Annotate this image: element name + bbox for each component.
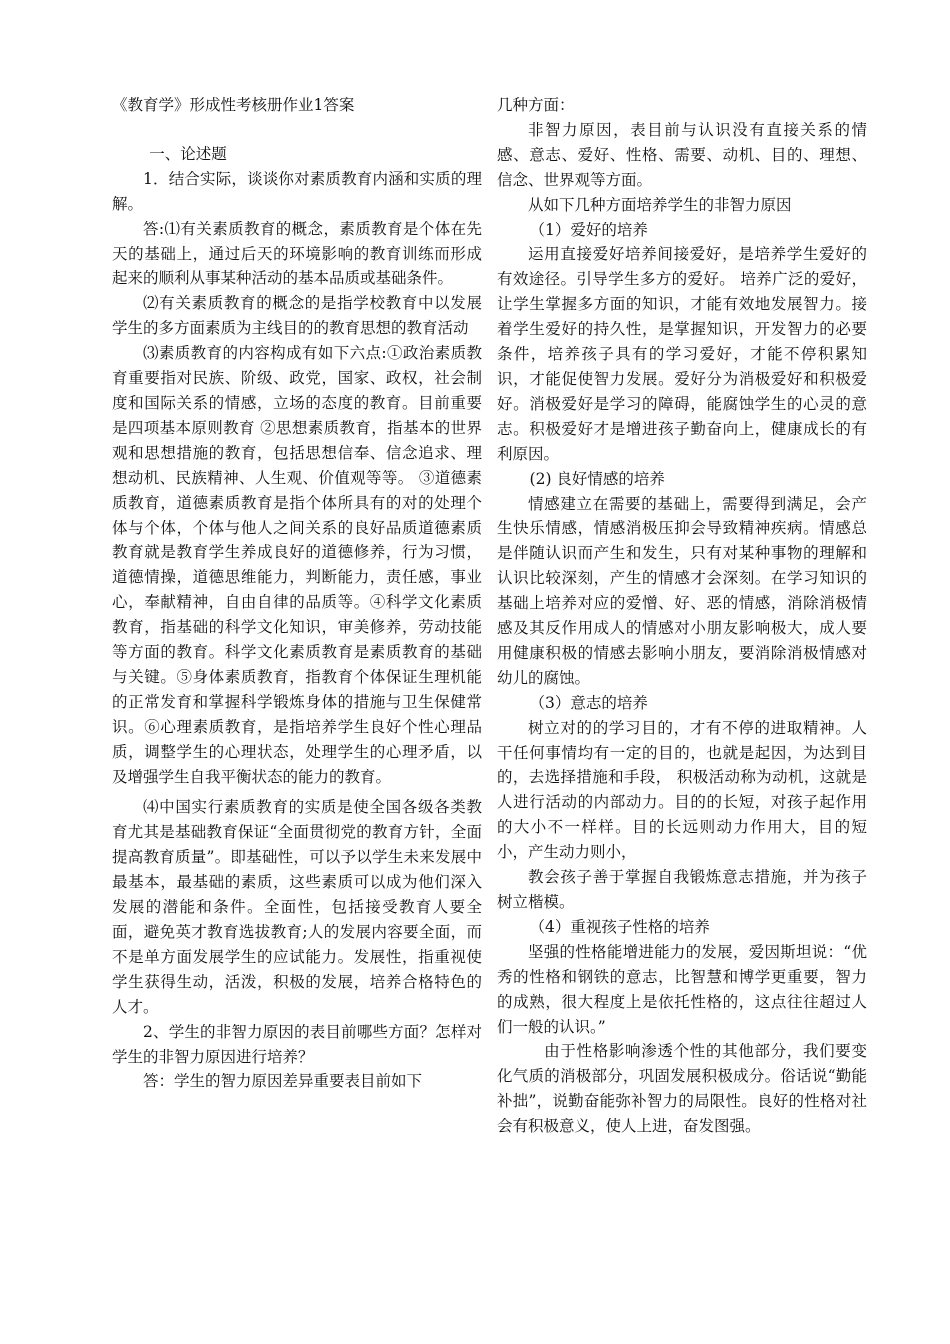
paragraph: ⑷中国实行素质教育的实质是使全国各级各类教育尤其是基础教育保证“全面贯彻党的教育方针，全面提高教育质量”。即基础性，可以予以学生未来发展中最基本，最基础的素质，这些素质可以成为他们深入发展的潜能和条件。全面性，包括接受教育人要全面，避免英才教育选拔教育;人的发展内容要全面，而不是单方面发展学生的应试能力。发展性，指重视使学生获得生动，活泼，积极的发展，培养合格特色的人才。 <box>112 798 482 1016</box>
paragraph: ⑵有关素质教育的概念的是指学校教育中以发展学生的多方面素质为主线目的的教育思想的教育活动 <box>112 294 482 338</box>
paragraph: 坚强的性格能增进能力的发展，爱因斯坦说：“优秀的性格和钢铁的意志，比智慧和博学更重要，智力的成熟，很大程度上是依托性格的，这点往往超过人们一般的认识。” <box>497 942 867 1036</box>
paragraph: 非智力原因，表目前与认识没有直接关系的情感、意志、爱好、性格、需要、动机、目的、理想、信念、世界观等方面。 <box>497 120 867 189</box>
document-title: 《教育学》形成性考核册作业1答案 <box>112 96 355 114</box>
left-column <box>112 93 482 1094</box>
paragraph: 1．结合实际，谈谈你对素质教育内涵和实质的理解。 <box>112 169 482 213</box>
right-column <box>497 93 867 1139</box>
paragraph: 运用直接爱好培养间接爱好，是培养学生爱好的有效途径。引导学生多方的爱好。 培养广泛的爱好，让学生掌握多方面的知识，才能有效地发展智力。接着学生爱好的持久性，是掌握知识，开发智力的必要条件，培养孩子具有的学习爱好，才能不停积累知识，才能促使智力发展。爱好分为消极爱好和积极爱好。消极爱好是学习的障碍，能腐蚀学生的心灵的意志。积极爱好才是增进孩子勤奋向上，健康成长的有利原因。 <box>497 245 867 463</box>
paragraph: （4）重视孩子性格的培养 <box>529 917 710 936</box>
paragraph: 几种方面： <box>497 96 575 114</box>
paragraph: 树立对的的学习目的，才有不停的进取精神。人干任何事情均有一定的目的，也就是起因，为达到目的，去选择措施和手段， 积极活动称为动机，这就是人进行活动的内部动力。目的的长短，对孩子起作用的大小不一样样。目的长远则动力作用大，目的短小，产生动力则小， <box>497 718 867 862</box>
paragraph: 从如下几种方面培养学生的非智力原因 <box>528 195 792 214</box>
paragraph: 答:⑴有关素质教育的概念，素质教育是个体在先天的基础上，通过后天的环境影响的教育训练而形成起来的顺利从事某种活动的基本品质或基础条件。 <box>112 219 482 288</box>
paragraph: 答：学生的智力原因差异重要表目前如下 <box>143 1072 423 1091</box>
paragraph: 2、学生的非智力原因的表目前哪些方面？怎样对学生的非智力原因进行培养？ <box>112 1022 482 1066</box>
paragraph: (2) 良好情感的培养 <box>529 469 665 488</box>
paragraph: 教会孩子善于掌握自我锻炼意志措施，并为孩子树立楷模。 <box>497 868 867 911</box>
paragraph: （3）意志的培养 <box>529 693 648 712</box>
paragraph: 情感建立在需要的基础上，需要得到满足，会产生快乐情感，情感消极压抑会导致精神疾病。情感总是伴随认识而产生和发生，只有对某种事物的理解和认识比较深刻，产生的情感才会深刻。在学习知识的基础上培养对应的爱憎、好、恶的情感，消除消极情感及其反作用成人的情感对小朋友影响极大，成人要用健康积极的情感去影响小朋友，要消除消极情感对幼儿的腐蚀。 <box>497 494 867 687</box>
paragraph: （1）爱好的培养 <box>529 220 648 239</box>
paragraph: ⑶素质教育的内容构成有如下六点:①政治素质教育重要指对民族、阶级、政党，国家、政权，社会制度和国际关系的情感，立场的态度的教育。目前重要是四项基本原则教育 ②思想素质教育，指基本的世界观和思想措施的教育，包括思想信奉、信念追求、理想动机、民族精神、人生观、价值观等等。 ③道德素质教育，道德素质教育是指个体所具有的对的处理个体与个体，个体与他人之间关系的良好品质道德素质教育就是教育学生养成良好的道德修养，行为习惯，道德情操，道德思维能力，判断能力，责任感，事业心，奉献精神，自由自律的品质等。④科学文化素质教育，指基础的科学文化知识，审美修养，劳动技能等方面的教育。科学文化素质教育是素质教育的基础与关键。⑤身体素质教育，指教育个体保证生理机能的正常发育和掌握科学锻炼身体的措施与卫生保健常识。⑥心理素质教育，是指培养学生良好个性心理品质，调整学生的心理状态，处理学生的心理矛盾，以及增强学生自我平衡状态的能力的教育。 <box>112 344 482 786</box>
paragraph: 由于性格影响渗透个性的其他部分，我们要变化气质的消极部分，巩固发展积极成分。俗话说“勤能补拙”，说勤奋能弥补智力的局限性。良好的性格对社会有积极意义，使人上进，奋发图强。 <box>497 1042 867 1136</box>
paragraph: 一、论述题 <box>149 144 227 163</box>
